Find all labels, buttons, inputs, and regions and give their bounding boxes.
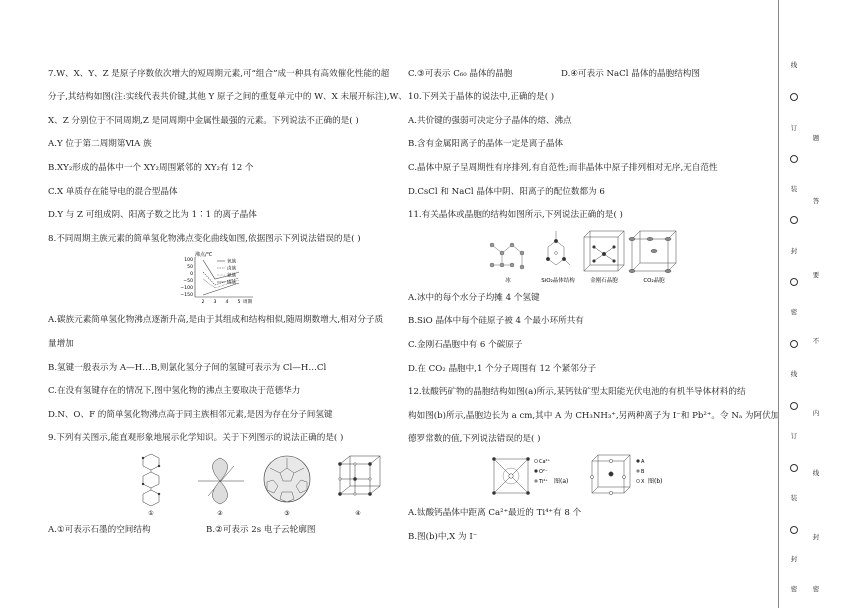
binding-char: 要	[812, 271, 820, 279]
left-column	[48, 62, 407, 542]
q9-option-b: B.②可表示 2s 电子云轮廓图	[206, 524, 316, 535]
binding-char: 装	[790, 185, 798, 193]
binding-char: 订	[790, 432, 798, 440]
q9-label-2: ②	[217, 510, 223, 518]
binding-char: 线	[790, 370, 798, 378]
q10-stem: 10.下列关于晶体的说法中,正确的是( )	[408, 92, 555, 103]
q8-ytick: −150	[180, 292, 193, 298]
binding-char: 封	[790, 247, 798, 255]
fig-a-legend: Ca²⁺	[539, 459, 551, 466]
binding-char: 线	[790, 61, 798, 69]
q10-option-b: B.含有金属阳离子的晶体一定是离子晶体	[408, 139, 564, 150]
binding-column-1	[787, 0, 801, 608]
q8-ytick: 50	[187, 264, 193, 270]
binding-char: 密	[812, 585, 820, 593]
q7-line-1: 7.W、X、Y、Z 是原子序数依次增大的短周期元素,可“组合”成一种具有高效催化性能的超	[48, 68, 390, 79]
binding-column-2	[809, 0, 823, 608]
q8-ytick: 0	[190, 271, 193, 277]
q9-label-4: ④	[355, 510, 361, 518]
q9-label-3: ③	[284, 510, 290, 518]
q12-line-1: 12.钛酸钙矿物的晶胞结构如图(a)所示,某钙钛矿型太阳能光伏电池的有机半导体材料的结	[408, 387, 746, 398]
q8-ytick: −50	[183, 278, 193, 284]
binding-circle-icon	[787, 402, 801, 412]
c60-figure	[264, 456, 310, 502]
q11-label-co2: CO₂晶胞	[643, 278, 665, 285]
q12-line-2: 构如图(b)所示,晶胞边长为 a cm,其中 A 为 CH₃NH₃⁺,另两种离子为 I⁻和 Pb²⁺。令 Nₐ 为阿伏加	[408, 410, 780, 421]
q8-legend: 卤族	[227, 266, 237, 272]
q8-legend: 碳族	[227, 280, 237, 286]
fig-b-cell	[590, 455, 630, 495]
q8-option-c: C.在没有氢键存在的情况下,图中氢化物的沸点主要取决于范德华力	[48, 386, 301, 397]
diamond-cell-figure	[584, 231, 624, 271]
binding-char: 不	[812, 337, 820, 345]
q8-ylabel: 沸点/℃	[195, 251, 213, 258]
q8-chart	[48, 251, 400, 309]
q9-option-d: D.④可表示 NaCl 晶体的晶胞结构图	[561, 68, 700, 79]
q11-option-a: A.冰中的每个水分子均摊 4 个氢键	[408, 292, 540, 303]
binding-char: 密	[790, 308, 798, 316]
q7-option-c: C.X 单质存在能导电的混合型晶体	[48, 186, 178, 197]
q9-option-a: A.①可表示石墨的空间结构	[48, 524, 151, 535]
binding-char: 题	[812, 134, 820, 142]
binding-char: 装	[790, 494, 798, 502]
binding-char: 密	[790, 585, 798, 593]
q11-option-c: C.金刚石晶胞中有 6 个碳原子	[408, 339, 523, 350]
fig-b-legend: B	[641, 469, 645, 476]
binding-char: 内	[812, 409, 820, 417]
q8-stem: 8.不同周期主族元素的简单氢化物沸点变化曲线如图,依据图示下列说法错误的是( )	[48, 233, 361, 244]
binding-circle-icon	[787, 93, 801, 103]
q11-stem: 11.有关晶体或晶胞的结构如图所示,下列说法正确的是( )	[408, 210, 623, 221]
q10-option-a: A.共价键的强弱可决定分子晶体的熔、沸点	[408, 115, 572, 126]
q7-line-3: X、Z 分别位于不同周期,Z 是同周期中金属性最强的元素。下列说法不正确的是( )	[48, 115, 359, 126]
q12-option-b: B.图(b)中,X 为 I⁻	[408, 531, 478, 542]
graphite-structure-figure	[142, 454, 160, 506]
fig-b-legend: X	[641, 479, 645, 486]
ice-structure-figure	[490, 243, 524, 269]
fig-b-label: 图(b)	[648, 478, 663, 486]
nacl-cell-figure	[338, 456, 380, 496]
q10-option-c: C.晶体中原子呈周期性有序排列,有自范性;而非晶体中原子排列相对无序,无自范性	[408, 163, 718, 174]
q8-option-d: D.N、O、F 的简单氢化物沸点高于同主族相邻元素,是因为存在分子间氢键	[48, 409, 333, 420]
q9-label-1: ①	[148, 510, 154, 518]
q12-figures	[408, 451, 760, 501]
q12-line-3: 德罗常数的值,下列说法错误的是( )	[408, 434, 541, 445]
fig-a-legend: O²⁻	[539, 469, 548, 476]
binding-rule	[778, 0, 779, 608]
q9-figures	[48, 450, 400, 518]
q7-line-2: 分子,其结构如图(注:实线代表共价键,其他 Y 原子之间的重复单元中的 W、X 未展开标注),W、	[48, 92, 407, 103]
q9-options-cd	[408, 62, 760, 86]
q8-xtick: 4	[225, 299, 229, 305]
q8-xtick: 2	[201, 299, 205, 305]
q11-option-b: B.SiO 晶体中每个硅原子被 4 个最小环所共有	[408, 316, 584, 327]
binding-circle-icon	[787, 340, 801, 350]
binding-char: 封	[790, 555, 798, 563]
q8-option-b: B.氢键一般表示为 A—H…B,则氯化氢分子间的氢键可表示为 Cl—H…Cl	[48, 362, 327, 373]
fig-a-cell	[492, 458, 529, 495]
binding-circle-icon	[787, 216, 801, 226]
q8-legend: 氮族	[227, 273, 237, 279]
binding-char: 答	[812, 197, 820, 205]
q8-xtick: 3	[213, 299, 217, 305]
binding-char: 封	[812, 533, 820, 541]
binding-char: 线	[812, 469, 820, 477]
binding-circle-icon	[787, 526, 801, 536]
q8-legend: 氧族	[227, 259, 237, 265]
q8-xtick: 5	[237, 299, 241, 305]
q9-stem: 9.下列有关图示,能直观形象地展示化学知识。关于下列图示的说法正确的是( )	[48, 433, 344, 444]
q7-option-d: D.Y 与 Z 可组成阴、阳离子数之比为 1∶1 的离子晶体	[48, 210, 257, 221]
binding-circle-icon	[787, 464, 801, 474]
q11-label-diamond: 金刚石晶胞	[590, 278, 618, 285]
q11-label-ice: 冰	[505, 278, 511, 285]
q7-option-a: A.Y 位于第二周期第ⅥA 族	[48, 139, 152, 150]
q8-option-a-cont: 量增加	[48, 338, 74, 349]
sio2-structure-figure	[546, 231, 570, 265]
co2-cell-figure	[629, 231, 676, 273]
binding-circle-icon	[787, 278, 801, 288]
q8-ytick: 100	[184, 257, 193, 263]
fig-a-legend: Ti⁴⁺	[539, 479, 548, 486]
fig-b-legend: A	[641, 459, 645, 466]
q8-option-a: A.碳族元素简单氢化物沸点逐渐升高,是由于其组成和结构相似,随周期数增大,相对分子质	[48, 315, 384, 326]
q11-option-d: D.在 CO₂ 晶胞中,1 个分子周围有 12 个紧邻分子	[408, 363, 597, 374]
q9-option-c: C.③可表示 C₆₀ 晶体的晶胞	[408, 68, 513, 79]
q11-figures	[408, 227, 760, 286]
fig-a-label: 图(a)	[554, 478, 569, 486]
binding-circle-icon	[787, 155, 801, 165]
binding-margin	[778, 0, 860, 608]
q7-option-b: B.XY₂形成的晶体中一个 XY₂周围紧邻的 XY₂有 12 个	[48, 163, 254, 174]
q10-option-d: D.CsCl 和 NaCl 晶体中阴、阳离子的配位数都为 6	[408, 186, 605, 197]
orbital-figure	[198, 458, 244, 504]
q8-xlabel: 周期	[243, 299, 253, 305]
q11-label-sio2: SiO₂晶体结构	[541, 278, 575, 285]
q12-option-a: A.钛酸钙晶体中距离 Ca²⁺最近的 Ti⁴⁺有 8 个	[408, 507, 582, 518]
q8-ytick: −100	[180, 285, 193, 291]
right-column	[408, 62, 780, 549]
binding-char: 订	[790, 124, 798, 132]
q9-options-ab	[48, 518, 400, 542]
